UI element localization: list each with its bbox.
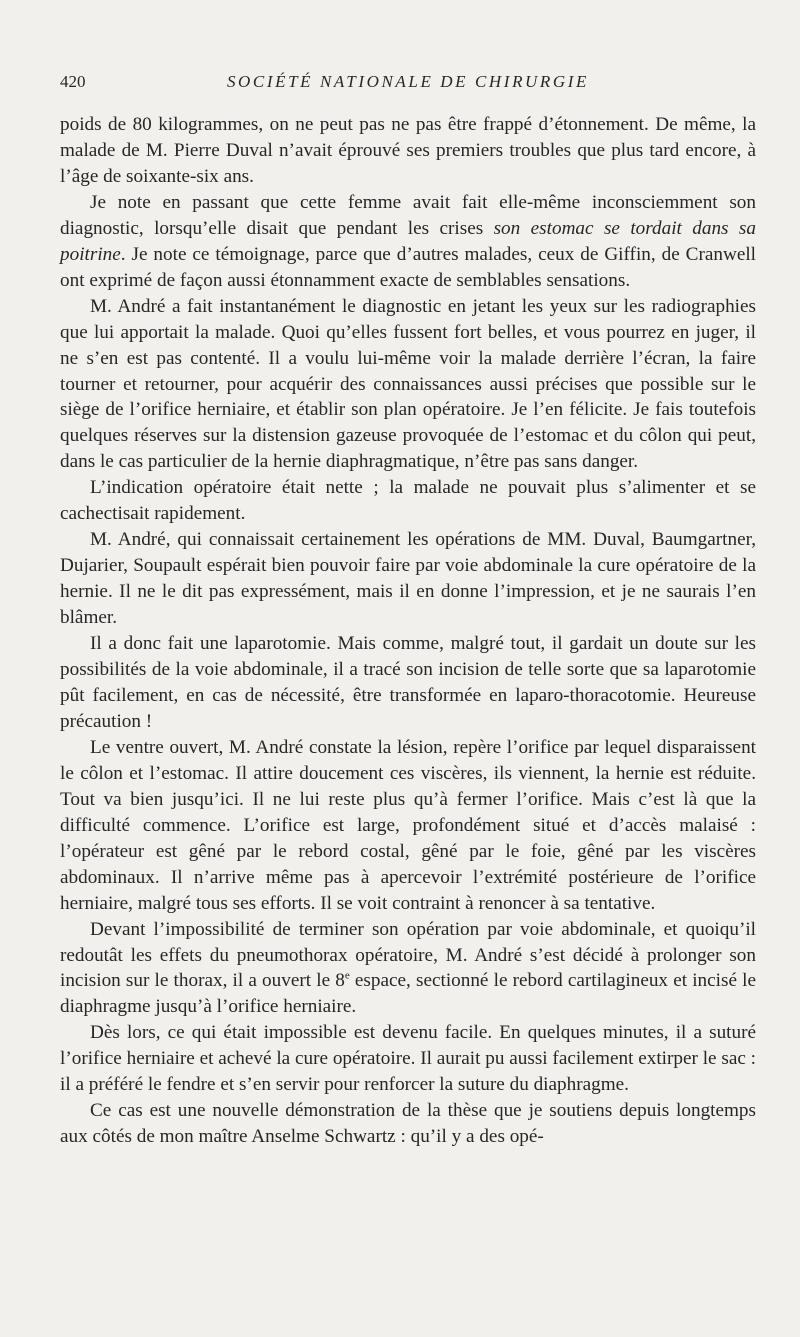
paragraph: Le ventre ouvert, M. André constate la lésion, repère l’orifice par lequel disparaissent le côlon et l’estomac. Il attire doucement ces viscères, ils viennent, la hernie est réduite. Tout va bien jusqu’ici. Il ne lui reste plus qu’à fermer l’orifice. Mais c’est là que la difficulté commence. L’orifice est large, profondément situé et d’accès malaisé : l’opérateur est gêné par le rebord costal, gêné par le foie, gêné par les viscères abdominaux. Il n’arrive même pas à apercevoir l’extrémité postérieure de l’orifice herniaire, malgré tous ses efforts. Il se voit contraint à renoncer à sa tentative.: [60, 736, 756, 914]
superscript: e: [344, 970, 350, 983]
running-title: SOCIÉTÉ NATIONALE DE CHIRURGIE: [226, 72, 590, 91]
paragraph: Il a donc fait une laparotomie. Mais comme, malgré tout, il gardait un doute sur les possibilités de la voie abdominale, il a tracé son incision de telle sorte que sa laparotomie pût facilement, en cas de nécessité, être transformée en laparo-thoracotomie. Heureuse précaution !: [60, 633, 756, 732]
paragraph: Je note en passant que cette femme avait fait elle-même inconsciemment son diagnostic, lorsqu’elle disait que pendant les crises son estomac se tordait dans sa poitrine. Je note ce témoignage, parce que d’autres malades, ceux de Giffin, de Cranwell ont exprimé de façon aussi étonnamment exacte de semblables sensations.: [60, 191, 756, 291]
paragraph: L’indication opératoire était nette ; la malade ne pouvait plus s’alimenter et se cachectisait rapidement.: [60, 477, 756, 525]
page-number: 420: [60, 72, 86, 91]
paragraph: poids de 80 kilogrammes, on ne peut pas ne pas être frappé d’étonnement. De même, la malade de M. Pierre Duval n’avait éprouvé ses premiers troubles que plus tard encore, à l’âge de soixante-six ans.: [60, 114, 756, 187]
paragraph: M. André a fait instantanément le diagnostic en jetant les yeux sur les radiographies que lui apportait la malade. Quoi qu’elles fussent fort belles, et vous pourrez en juger, il ne s’en est pas contenté. Il a voulu lui-même voir la malade derrière l’écran, la faire tourner et retourner, pour acquérir des connaissances aussi précises que possible sur le siège de l’orifice herniaire, et établir son plan opératoire. Je l’en félicite. Je fais toutefois quelques réserves sur la distension gazeuse provoquée de l’estomac et du côlon qui peut, dans le cas particulier de la hernie diaphragmatique, n’être pas sans danger.: [60, 295, 756, 473]
paragraph: Devant l’impossibilité de terminer son opération par voie abdominale, et quoiqu’il redoutât les effets du pneumothorax opératoire, M. André s’est décidé à prolonger son incision sur le thorax, il a ouvert le 8e espace, sectionné le rebord cartilagineux et incisé le diaphragme jusqu’à l’orifice herniaire.: [60, 918, 756, 1018]
body-text: [60, 112, 756, 1150]
italic-quote: son estomac se tordait dans sa poitrine: [60, 217, 756, 265]
paragraph: Dès lors, ce qui était impossible est devenu facile. En quelques minutes, il a suturé l’orifice herniaire et achevé la cure opératoire. Il aurait pu aussi facilement extirper le sac : il a préféré le fendre et s’en servir pour renforcer la suture du diaphragme.: [60, 1022, 756, 1096]
paragraph: M. André, qui connaissait certainement les opérations de MM. Duval, Baumgartner, Dujarier, Soupault espérait bien pouvoir faire par voie abdominale la cure opératoire de la hernie. Il ne le dit pas expressément, mais il en donne l’impression, et je ne saurais l’en blâmer.: [60, 529, 756, 629]
page-header: [60, 68, 756, 98]
paragraph: Ce cas est une nouvelle démonstration de la thèse que je soutiens depuis longtemps aux côtés de mon maître Anselme Schwartz : qu’il y a des opé-: [60, 1100, 756, 1148]
document-page: [60, 68, 756, 1150]
